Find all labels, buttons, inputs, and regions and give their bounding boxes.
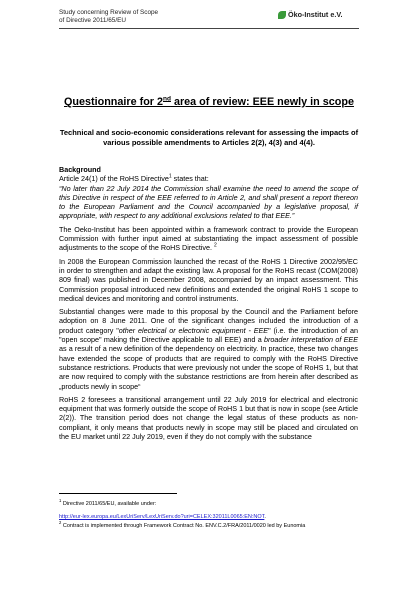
footnote-2 [59,520,359,530]
header-line-2: of Directive 2011/65/EU [59,17,127,24]
header-divider [59,28,359,29]
p2-text: The Oeko-Institut has been appointed within a framework contract to provide the European Commission with further input aimed at substantiating the impact assessment of possible adjustments to the scope of the RoHS Directive. [59,224,358,253]
footnote-2-text: Contract is implemented through Framework Contract No. ENV.C.2/FRA/2011/0020 led by Eunomia [61,523,306,529]
title-prefix: Questionnaire for 2 [64,96,163,108]
paragraph-changes [59,307,358,391]
footnote-ref-2: 2 [214,242,217,249]
celex-link[interactable]: http://eur-lex.europa.eu/LexUriServ/LexUriServ.do?uri=CELEX:32011L0065:EN:NOT [59,514,265,520]
footnote-1-text: Directive 2011/65/EU, available under: [61,501,157,507]
p4-a: Substantial changes were made to this proposal by the Council and the Parliament before adoption on 8 June 2011. One of the significant changes included the introduction of a product category " [59,307,358,335]
footnote-1 [59,498,359,508]
p1-text: Article 24(1) of the RoHS Directive [59,174,169,184]
p4-italic-1: other electrical or electronic equipment - EEE [118,325,269,335]
subtitle: Technical and socio-economic considerations relevant for assessing the impacts of various possible amendments to Articles 2(2), 4(3) and 4(4). [59,128,359,147]
footnote-divider [59,493,177,494]
p1-tail: states that: [171,174,209,184]
footnote-1-number: 1 [59,498,62,504]
leaf-icon [278,11,286,19]
header-line-1: Study concerning Review of Scope [59,9,159,16]
paragraph-transition: RoHS 2 foresees a transitional arrangement until 22 July 2019 for electrical and electronic equipment that was formerly outside the scope of RoHS 1 but that is now in scope (see Article 2(2)). The transition period does not change the legal status of these products as non-compliant, it only means that products newly in scope may still be placed and circulated on the EU market until 22 July 2019, even if they do not comply with the substance [59,394,358,442]
title-superscript: nd [163,95,171,103]
footnote-1-end: . [264,514,266,520]
running-header [59,9,158,25]
section-heading: Background [59,165,101,174]
body-text [59,165,358,445]
footnote-ref-1: 1 [168,173,172,180]
title-suffix: area of review: EEE newly in scope [170,96,354,108]
page-title [59,96,359,108]
logo-text: Öko-Institut e.V. [288,10,343,19]
footnote-1-link-line [59,514,359,521]
oeko-institut-logo [278,10,342,19]
paragraph-recast: In 2008 the European Commission launched the recast of the RoHS 1 Directive 2002/95/EC in order to strengthen and adapt the existing law. A proposal for the RoHS recast (COM(2008) 809 final) was published in December 2008, accompanied by an impact assessment. This Commission proposal introduced new definitions and extended the original RoHS 1 scope to medical devices and monitoring and control instruments. [59,256,358,303]
p4-b: " (i.e. the introduction of an "open scope" making the Directive applicable to all EEE) and a [59,325,358,345]
quote-paragraph [59,184,358,221]
p4-c: as a result of a new definition of the dependency on electricity. In practice, these two changes have extended the scope of products that are required to comply with the RoHS Directive substance restrictions. Products that were previously not under the scope of RoHS 1, but that are now required to comply with the substance restrictions are from herein after described as „products newly in scope“ [59,344,358,391]
paragraph-article-24 [59,174,358,183]
paragraph-oeko-institut [59,225,358,253]
quote-text: “No later than 22 July 2014 the Commission shall examine the need to amend the scope of this Directive in respect of the EEE referred to in Article 2, and shall present a report thereon to the European Parliament and the Council accompanied by a legislative proposal, if appropriate, with respect to any additional exclusions related to that EEE.” [59,183,358,221]
p4-italic-2: broader interpretation of EEE [264,335,358,345]
footnote-2-number: 2 [59,520,62,526]
